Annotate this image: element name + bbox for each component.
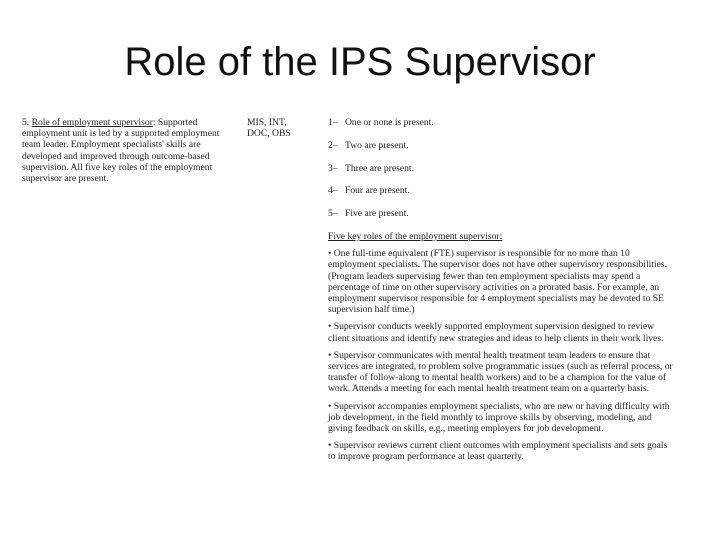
rating-row (328, 140, 673, 151)
rating-row (328, 163, 673, 174)
rating-number: 5– (328, 208, 338, 220)
rating-scale (328, 117, 673, 469)
key-role-bullet: • Supervisor conducts weekly supported employment supervision designed to review client situations and identify new strategies and ideas to help clients in their work lives. (328, 321, 664, 344)
fidelity-scale-excerpt (0, 117, 720, 527)
key-role-bullet: • Supervisor accompanies employment specialists, who are new or having difficulty with job development, in the field monthly to improve skills by observing, modeling, and giving feedback on skills, e.g., meeting employers for job development. (328, 400, 670, 434)
rating-number: 4– (328, 185, 338, 197)
rating-text: Three are present. (345, 162, 414, 174)
item-description (22, 117, 230, 184)
rating-row (328, 208, 673, 219)
rating-number: 2– (328, 139, 338, 151)
slide-title: Role of the IPS Supervisor (124, 40, 596, 84)
key-role-bullet: • One full-time equivalent (FTE) supervisor is responsible for no more than 10 employment specialists. The supervisor does not have other supervisory responsibilities. (Program leaders supervising fewer than ten employment specialists may spend a percentage of time on other supervisory activities on a prorated basis. For example, an employment supervisor responsible for 4 employment specialists may be devoted to SE supervision half time.) (328, 248, 668, 316)
rating-row (328, 185, 673, 196)
rating-row (328, 117, 673, 128)
data-sources (247, 117, 317, 139)
key-role-bullet: • Supervisor reviews current client outcomes with employment specialists and sets goals to improve program performance at least quarterly. (328, 440, 668, 463)
item-heading: Role of employment supervisor (31, 117, 153, 128)
key-role-bullet: • Supervisor communicates with mental health treatment team leaders to ensure that services are integrated, to problem solve programmatic issues (such as referral process, or transfer of follow-along to mental health workers) and to be a champion for the value of work. Attends a meeting for each mental health treatment team on a quarterly basis. (328, 349, 673, 395)
data-sources-line: DOC, OBS (247, 128, 291, 140)
item-body: : Supported employment unit is led by a supported employment team leader. Employment specialists' skills are developed and improved through outcome-based supervision. All five key roles of the employment supervisor are present. (22, 117, 220, 185)
rating-text: One or none is present. (345, 117, 434, 128)
key-roles-heading: Five key roles of the employment supervisor: (328, 230, 503, 242)
rating-text: Four are present. (345, 185, 410, 197)
rating-text: Two are present. (345, 139, 409, 151)
rating-number: 3– (328, 162, 338, 174)
rating-number: 1– (328, 117, 338, 128)
item-number: 5. (22, 117, 30, 128)
rating-text: Five are present. (345, 208, 409, 220)
data-sources-line: MIS, INT, (247, 117, 287, 128)
